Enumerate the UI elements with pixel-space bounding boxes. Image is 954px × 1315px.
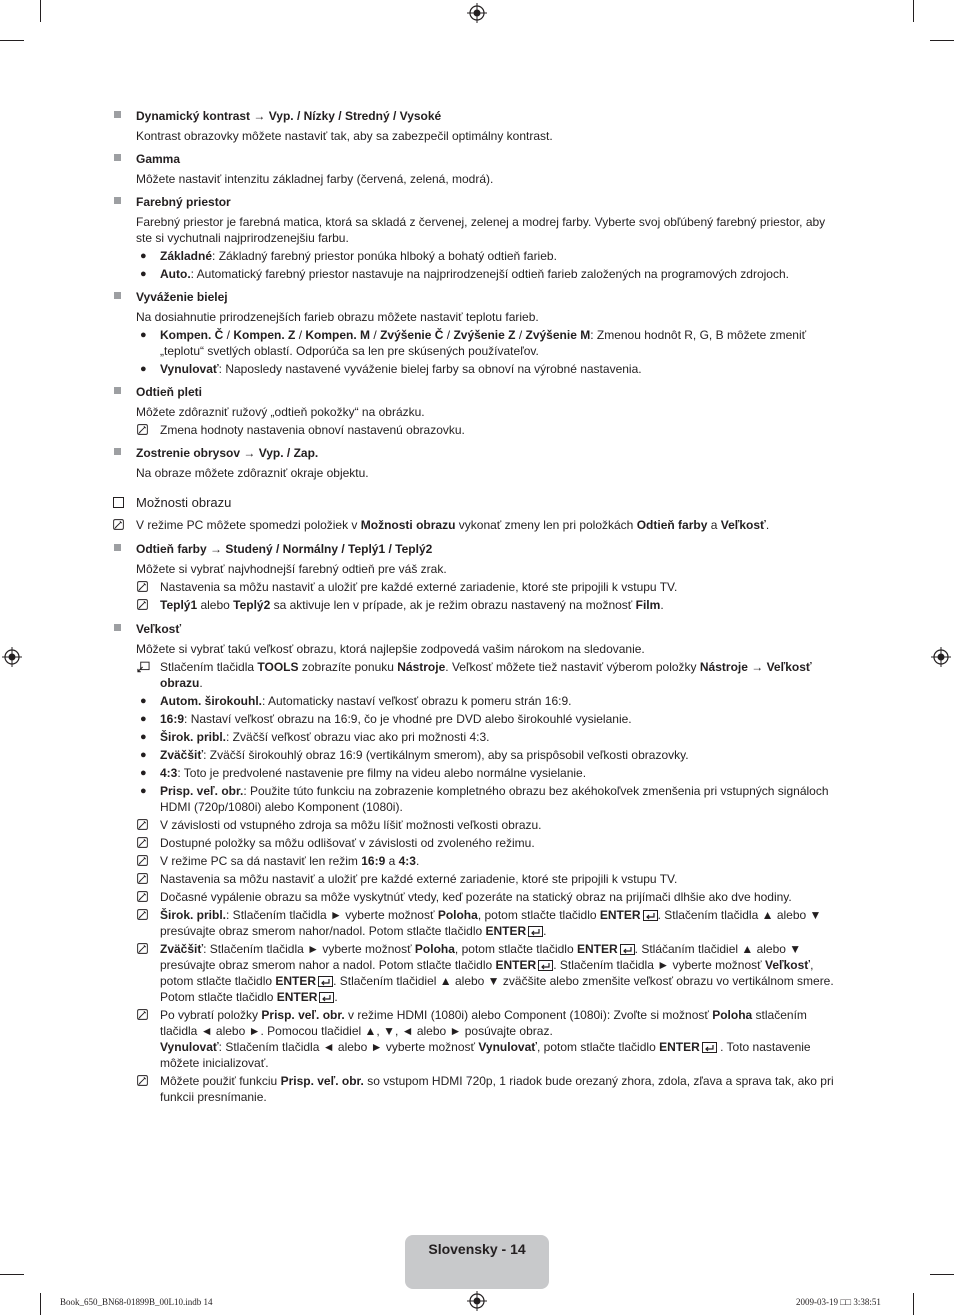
list-item: ● 4:3: Toto je predvolené nastavenie pre filmy na videu alebo normálne vysielanie.: [140, 766, 587, 780]
note-icon: [137, 873, 148, 884]
section-edge-enhancement: [112, 445, 842, 481]
note-item: Teplý1 alebo Teplý2 sa aktivuje len v prípade, ak je režim obrazu nastavený na možnosť Film.: [136, 597, 842, 613]
square-bullet-icon: [114, 197, 121, 204]
paragraph: Môžete si vybrať najvhodnejší farebný odtieň pre váš zrak.: [136, 562, 447, 576]
bullet-icon: ●: [140, 695, 147, 707]
note-item: Dostupné položky sa môžu odlišovať v závislosti od zvoleného režimu.: [136, 835, 842, 851]
note-item: V režime PC sa dá nastaviť len režim 16:9 a 4:3.: [136, 853, 842, 869]
note-item: Dočasné vypálenie obrazu sa môže vyskytnúť vtedy, keď pozeráte na statický obraz na prijímači dlhšie ako dve hodiny.: [136, 889, 842, 905]
bullet-icon: ●: [140, 268, 147, 280]
note-item: Širok. pribl.: Stlačením tlačidla ► vyberte možnosť Poloha, potom stlačte tlačidlo ENTER . Stlačením tlačidla ▲ alebo ▼ presúvajte obraz smerom nahor/nadol. Potom stlačte tlačidlo ENTER .: [136, 907, 842, 939]
print-slug-right: 2009-03-19 □□ 3:38:51: [796, 1297, 881, 1307]
section-dynamic-contrast: [112, 108, 842, 144]
note-icon: [137, 599, 148, 610]
section-white-balance: [112, 289, 842, 377]
paragraph: Môžete nastaviť intenzitu základnej farby (červená, zelená, modrá).: [136, 172, 494, 186]
section-title: Odtieň farby → Studený / Normálny / Teplý1 / Teplý2: [136, 542, 433, 556]
print-slug-left: Book_650_BN68-01899B_00L10.indb 14: [60, 1297, 213, 1307]
enter-key-icon: [528, 926, 543, 937]
list-item: ● Auto.: Automatický farebný priestor nastavuje na najprirodzenejší odtieň farieb založených na programových zdrojoch.: [140, 267, 789, 281]
bullet-icon: ●: [140, 749, 147, 761]
list-item: ● Kompen. Č / Kompen. Z / Kompen. M / Zvýšenie Č / Zvýšenie Z / Zvýšenie M: Zmenou hodnôt R, G, B môžete zmeniť „teplotu“ svetlých oblastí. Odporúča sa len pre skúsených používateľov.: [140, 328, 807, 358]
note-item: V závislosti od vstupného zdroja sa môžu líšiť možnosti veľkosti obrazu.: [136, 817, 842, 833]
note-icon: [137, 424, 148, 435]
section-color-tone: [112, 541, 842, 613]
note-icon: [137, 1009, 148, 1020]
note-icon: [137, 819, 148, 830]
enter-key-icon: [620, 944, 635, 955]
section-title: Odtieň pleti: [136, 385, 202, 399]
crop-mark: [0, 40, 24, 41]
square-bullet-icon: [114, 387, 121, 394]
page-number-label: Slovensky - 14: [428, 1241, 526, 1257]
paragraph: Na dosiahnutie prirodzenejších farieb obrazu môžete nastaviť teplotu farieb.: [136, 310, 539, 324]
list-item: ● Širok. pribl.: Zväčší veľkosť obrazu viac ako pri možnosti 4:3.: [140, 730, 490, 744]
crop-mark: [913, 1293, 914, 1315]
enter-key-icon: [538, 960, 553, 971]
section-title: Farebný priestor: [136, 195, 231, 209]
square-bullet-icon: [114, 111, 121, 118]
section-picture-size: [112, 621, 842, 1105]
crop-mark: [930, 1274, 954, 1275]
square-bullet-icon: [114, 154, 121, 161]
bullet-icon: ●: [140, 785, 147, 797]
note-icon: [137, 581, 148, 592]
note-item: Nastavenia sa môžu nastaviť a uložiť pre každé externé zariadenie, ktoré ste pripojili k vstupu TV.: [136, 871, 842, 887]
registration-mark-icon: [2, 647, 22, 667]
note-icon: [137, 1075, 148, 1086]
section-title: Vyváženie bielej: [136, 290, 228, 304]
square-bullet-icon: [114, 624, 121, 631]
bullet-icon: ●: [140, 767, 147, 779]
note-item: Zväčšiť: Stlačením tlačidla ► vyberte možnosť Poloha, potom stlačte tlačidlo ENTER . Stláčaním tlačidiel ▲ alebo ▼ presúvajte obraz smerom nahor a nadol. Potom stlačte tlačidlo ENTER . Stlačením tlačidla ► vyberte možnosť Veľkosť, potom stlačte tlačidlo ENTER . Stlačením tlačidiel ▲ alebo ▼ zväčšite alebo zmenšite veľkosť obrazu vo vertikálnom smere. Potom stlačte tlačidlo ENTER .: [136, 941, 842, 1005]
section-title: Zostrenie obrysov → Vyp. / Zap.: [136, 446, 319, 460]
enter-key-icon: [702, 1042, 717, 1053]
paragraph: Na obraze môžete zdôrazniť okraje objektu.: [136, 466, 369, 480]
tools-item: Stlačením tlačidla TOOLS zobrazíte ponuku Nástroje. Veľkosť môžete tiež nastaviť výberom položky Nástroje → Veľkosť obrazu.: [136, 659, 842, 691]
list-item: ● Vynulovať: Naposledy nastavené vyváženie bielej farby sa obnoví na výrobné nastavenia.: [140, 362, 642, 376]
list-item: ● 16:9: Nastaví veľkosť obrazu na 16:9, čo je vhodné pre DVD alebo širokouhlé vysielanie.: [140, 712, 632, 726]
note-item: Po vybratí položky Prisp. veľ. obr. v režime HDMI (1080i) alebo Component (1080i): Zvoľte si možnosť Poloha stlačením tlačidla ◄ alebo ►. Pomocou tlačidiel ▲, ▼, ◄ alebo ► posúvajte obraz. Vynulovať: Stlačením tlačidla ◄ alebo ► vyberte možnosť Vynulovať, potom stlačte tlačidlo ENTER . Toto nastavenie môžete inicializovať.: [136, 1007, 842, 1071]
list-item: ● Autom. širokouhl.: Automaticky nastaví veľkosť obrazu k pomeru strán 16:9.: [140, 694, 572, 708]
enter-key-icon: [319, 992, 334, 1003]
list-item: ● Základné: Základný farebný priestor ponúka hlboký a bohatý odtieň farieb.: [140, 249, 557, 263]
bullet-icon: ●: [140, 731, 147, 743]
registration-mark-icon: [467, 3, 487, 23]
paragraph: Môžete zdôrazniť ružový „odtieň pokožky“ na obrázku.: [136, 405, 425, 419]
registration-mark-icon: [467, 1291, 487, 1311]
note-item: V režime PC môžete spomedzi položiek v Možnosti obrazu vykonať zmeny len pri položkách Odtieň farby a Veľkosť.: [112, 517, 842, 533]
note-item: Môžete použiť funkciu Prisp. veľ. obr. so vstupom HDMI 720p, 1 riadok bude orezaný zhora, zdola, zľava a sprava tak, ako pri funkcii presnímanie.: [136, 1073, 842, 1105]
note-icon: [137, 943, 148, 954]
section-color-space: [112, 194, 842, 282]
crop-mark: [40, 1293, 41, 1315]
section-title: Gamma: [136, 152, 181, 166]
paragraph: Kontrast obrazovky môžete nastaviť tak, aby sa zabezpečil optimálny kontrast.: [136, 129, 553, 143]
section-skin-tone: [112, 384, 842, 438]
crop-mark: [913, 0, 914, 22]
note-icon: [113, 519, 124, 530]
bullet-icon: ●: [140, 250, 147, 262]
square-bullet-icon: [114, 544, 121, 551]
bullet-icon: ●: [140, 363, 147, 375]
square-bullet-icon: [114, 292, 121, 299]
paragraph: Farebný priestor je farebná matica, ktorá sa skladá z červenej, zelenej a modrej farby. Vyberte svoj obľúbený farebný priestor, aby ste si vychutnali najprirodzenejšiu farbu.: [136, 215, 826, 245]
section-title: Dynamický kontrast → Vyp. / Nízky / Stredný / Vysoké: [136, 109, 442, 123]
picture-options-heading: Možnosti obrazu: [112, 495, 842, 511]
enter-key-icon: [643, 910, 658, 921]
note-item: Zmena hodnoty nastavenia obnoví nastavenú obrazovku.: [136, 422, 842, 438]
note-icon: [137, 909, 148, 920]
registration-mark-icon: [931, 647, 951, 667]
enter-key-icon: [318, 976, 333, 987]
note-icon: [137, 837, 148, 848]
crop-mark: [0, 1274, 24, 1275]
list-item: ● Prisp. veľ. obr.: Použite túto funkciu na zobrazenie kompletného obrazu bez akéhokoľvek zmenšenia pri vstupných signáloch HDMI (720p/1080i) alebo Komponent (1080i).: [140, 784, 829, 814]
note-icon: [137, 891, 148, 902]
list-item: ● Zväčšiť: Zväčší širokouhlý obraz 16:9 (vertikálnym smerom), aby sa prispôsobil veľkosti obrazovky.: [140, 748, 689, 762]
square-bullet-icon: [114, 448, 121, 455]
bullet-icon: ●: [140, 713, 147, 725]
section-title: Veľkosť: [136, 622, 182, 636]
note-item: Nastavenia sa môžu nastaviť a uložiť pre každé externé zariadenie, ktoré ste pripojili k vstupu TV.: [136, 579, 842, 595]
checkbox-icon: [113, 497, 124, 508]
crop-mark: [40, 0, 41, 22]
note-icon: [137, 855, 148, 866]
section-gamma: [112, 151, 842, 187]
bullet-icon: ●: [140, 329, 147, 341]
tools-icon: [137, 661, 150, 673]
crop-mark: [930, 40, 954, 41]
paragraph: Môžete si vybrať takú veľkosť obrazu, ktorá najlepšie zodpovedá vašim nárokom na sledovanie.: [136, 642, 645, 656]
page-content: [112, 108, 842, 1112]
